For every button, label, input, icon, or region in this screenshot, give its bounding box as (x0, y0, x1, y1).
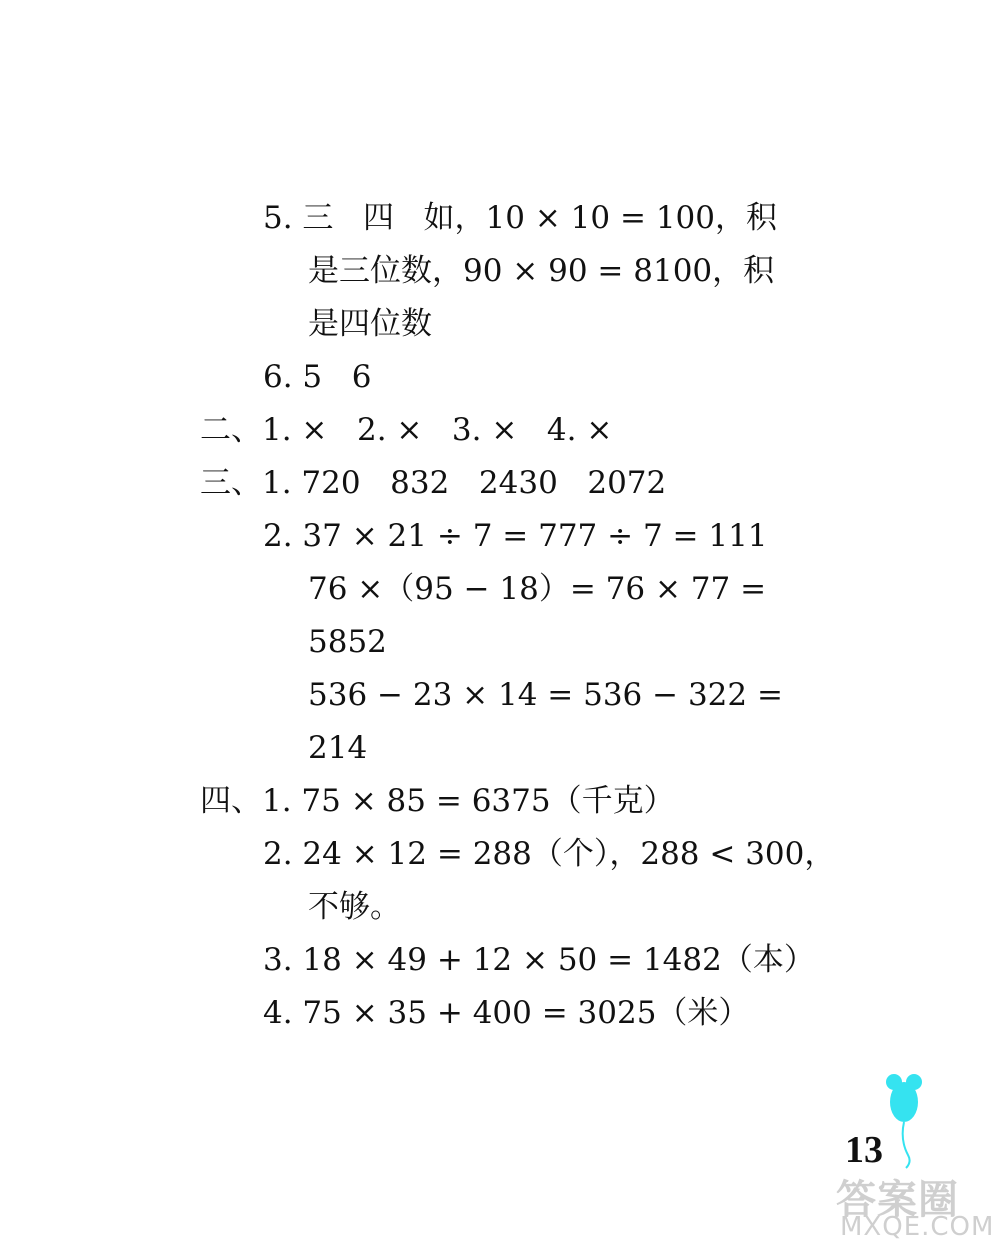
watermark-logo: 答案圈 (836, 1177, 959, 1223)
watermark-url: MXQE.COM (840, 1212, 995, 1242)
answer-line: 是三位数，90 × 90 = 8100，积 (308, 253, 775, 289)
answer-line: 四、1. 75 × 85 = 6375（千克） (200, 783, 675, 819)
answer-line: 5852 (308, 624, 387, 660)
answer-line: 536 − 23 × 14 = 536 − 322 = (308, 677, 783, 713)
answer-line: 不够。 (308, 889, 401, 925)
answer-line: 2. 37 × 21 ÷ 7 = 777 ÷ 7 = 111 (263, 518, 768, 554)
answer-line: 5. 三 四 如，10 × 10 = 100，积 (263, 200, 777, 236)
mouse-icon (880, 1070, 930, 1170)
answer-line: 4. 75 × 35 + 400 = 3025（米） (263, 995, 750, 1031)
answer-line: 76 ×（95 − 18）= 76 × 77 = (308, 571, 767, 607)
answer-line: 6. 5 6 (263, 359, 372, 395)
answer-line: 214 (308, 730, 368, 766)
answer-line: 2. 24 × 12 = 288（个），288 < 300， (263, 836, 836, 872)
answer-line: 是四位数 (308, 306, 432, 342)
answer-line: 3. 18 × 49 + 12 × 50 = 1482（本） (263, 942, 815, 978)
page-number: 13 (845, 1129, 883, 1171)
answer-line: 二、1. × 2. × 3. × 4. × (200, 412, 613, 448)
answer-line: 三、1. 720 832 2430 2072 (200, 465, 667, 501)
